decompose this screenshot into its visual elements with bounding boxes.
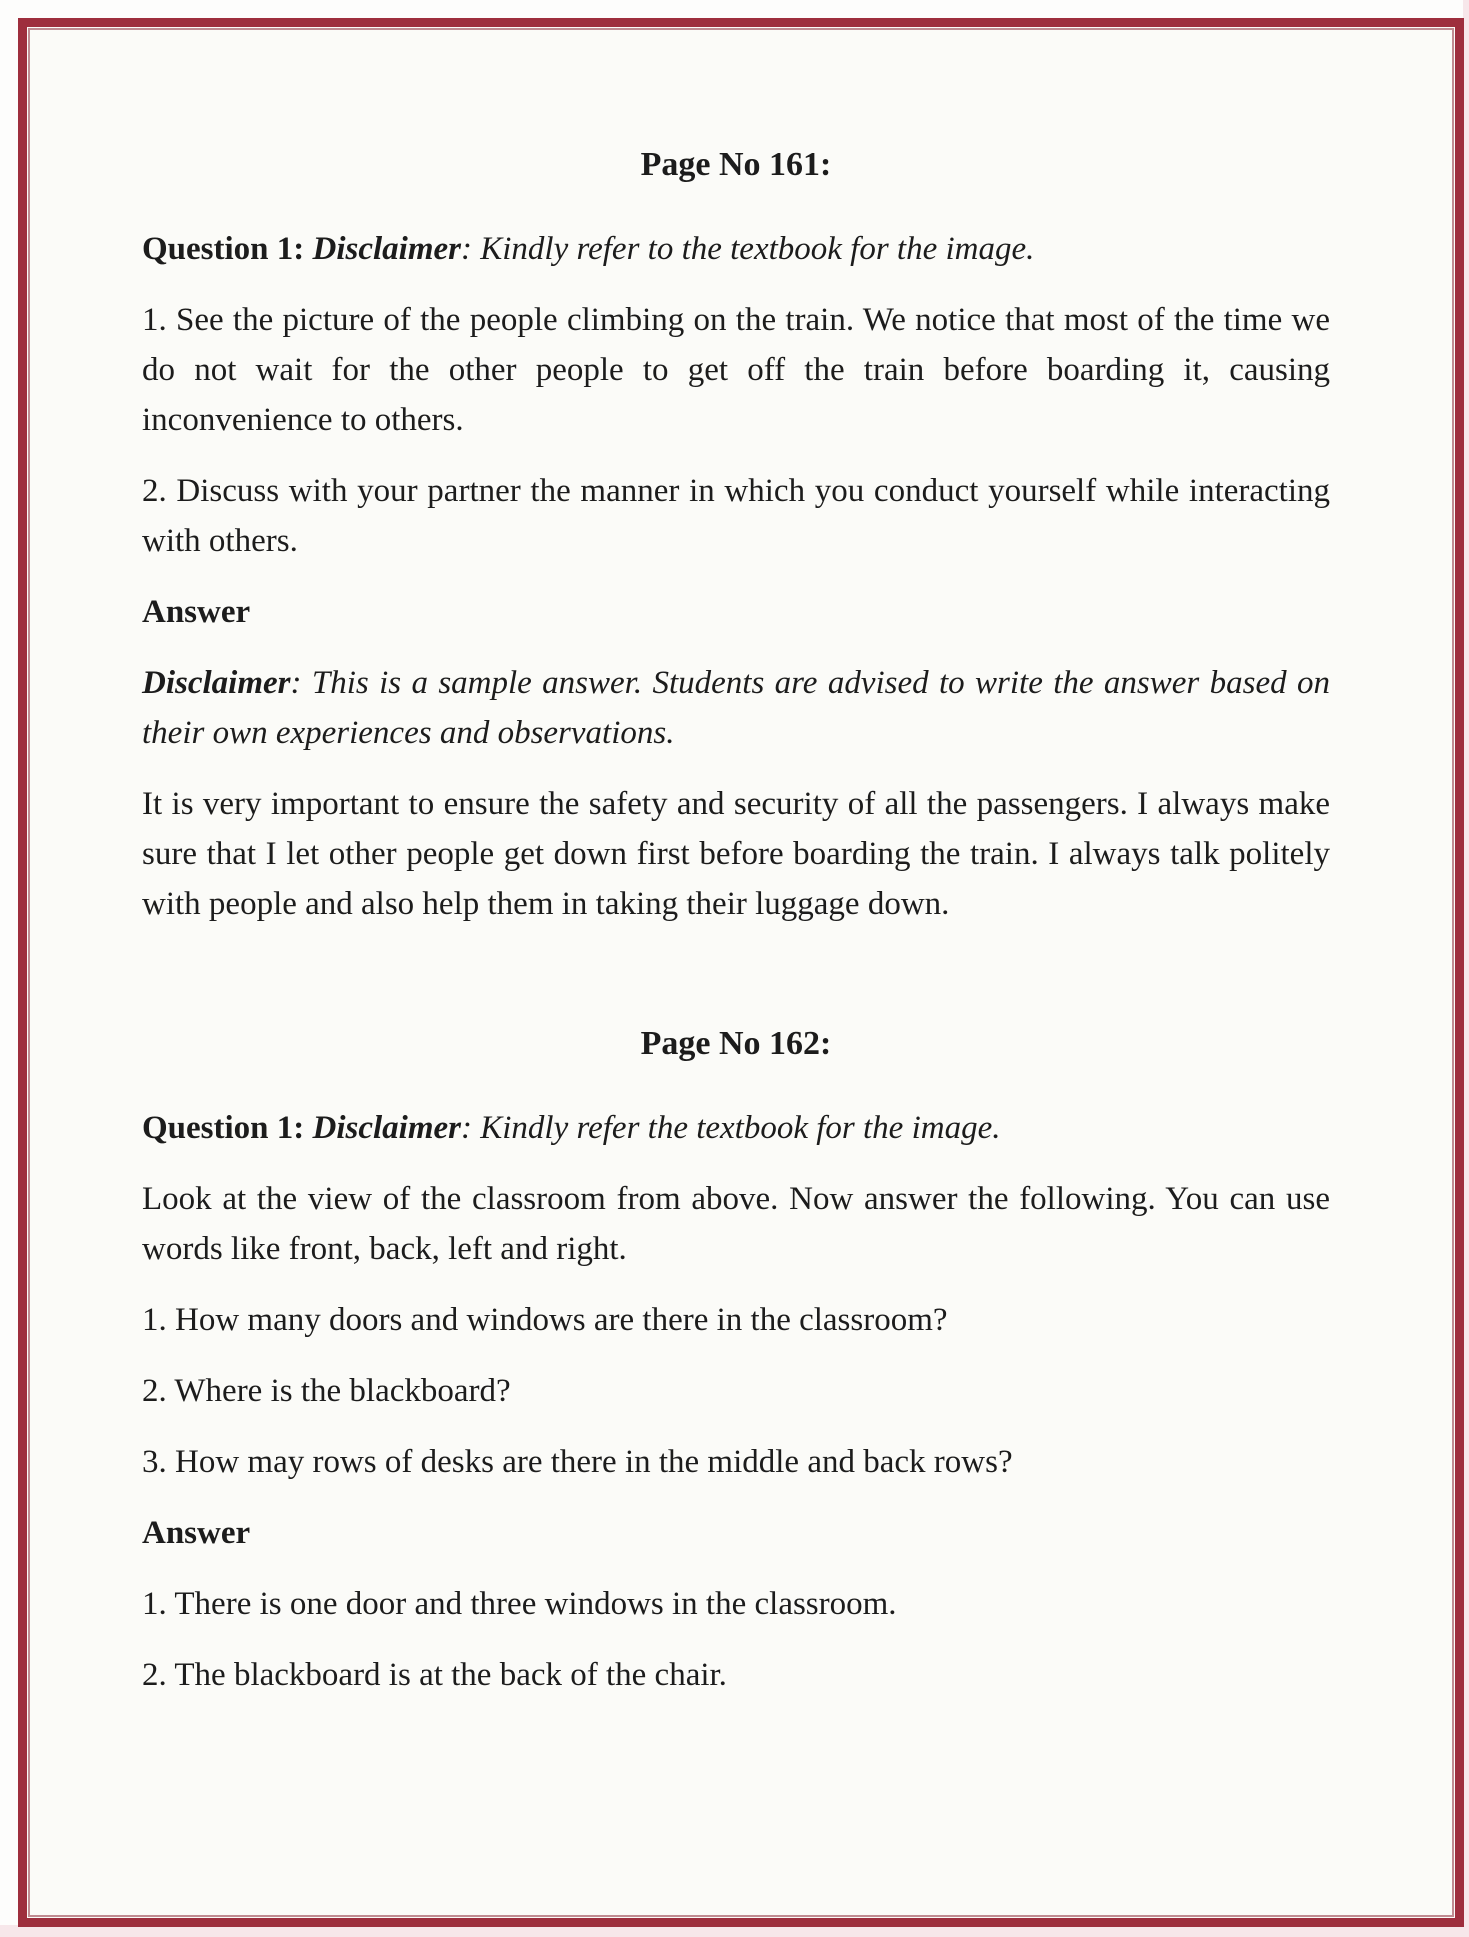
- question-label: Question 1:: [142, 231, 313, 267]
- answer-heading-162: Answer: [142, 1515, 251, 1551]
- question-line-161: [142, 224, 1330, 274]
- disclaimer-word: Disclaimer: [312, 231, 461, 267]
- disclaimer-rest: : Kindly refer the textbook for the image.: [461, 1110, 1001, 1146]
- question-item-1: 1. How many doors and windows are there in the classroom?: [142, 1302, 948, 1338]
- page-content: [30, 30, 1452, 1915]
- question-intro-paragraph: Look at the view of the classroom from above. Now answer the following. You can use words like front, back, left and right.: [142, 1181, 1330, 1267]
- answer-heading-161: Answer: [142, 594, 251, 630]
- section-page-161: [142, 140, 1330, 929]
- disclaimer-rest: : Kindly refer to the textbook for the image.: [461, 231, 1035, 267]
- section-page-162: [142, 1019, 1330, 1700]
- page-161-heading: Page No 161:: [640, 146, 832, 183]
- question-label: Question 1:: [142, 1110, 313, 1146]
- question-paragraph-1: 1. See the picture of the people climbing on the train. We notice that most of the time we do not wait for the other people to get off the train before boarding it, causing inconvenience to others.: [142, 302, 1330, 438]
- answer-item-2: 2. The blackboard is at the back of the chair.: [142, 1657, 727, 1693]
- question-paragraph-2: 2. Discuss with your partner the manner in which you conduct yourself while interacting with others.: [142, 473, 1330, 559]
- page-border-frame: [18, 18, 1464, 1927]
- question-line-162: [142, 1103, 1330, 1153]
- disclaimer-word: Disclaimer: [142, 665, 291, 701]
- question-item-3: 3. How may rows of desks are there in the middle and back rows?: [142, 1444, 1013, 1480]
- answer-disclaimer-line: [142, 658, 1330, 758]
- page-162-heading: Page No 162:: [640, 1025, 832, 1062]
- answer-paragraph: It is very important to ensure the safety and security of all the passengers. I always make sure that I let other people get down first before boarding the train. I always talk politely with people and also help them in taking their luggage down.: [142, 786, 1330, 922]
- disclaimer-word: Disclaimer: [312, 1110, 461, 1146]
- disclaimer-rest: : This is a sample answer. Students are advised to write the answer based on their own experiences and observations.: [142, 665, 1330, 751]
- answer-item-1: 1. There is one door and three windows in the classroom.: [142, 1586, 897, 1622]
- question-item-2: 2. Where is the blackboard?: [142, 1373, 511, 1409]
- page-border-inner-line: [28, 28, 1454, 1917]
